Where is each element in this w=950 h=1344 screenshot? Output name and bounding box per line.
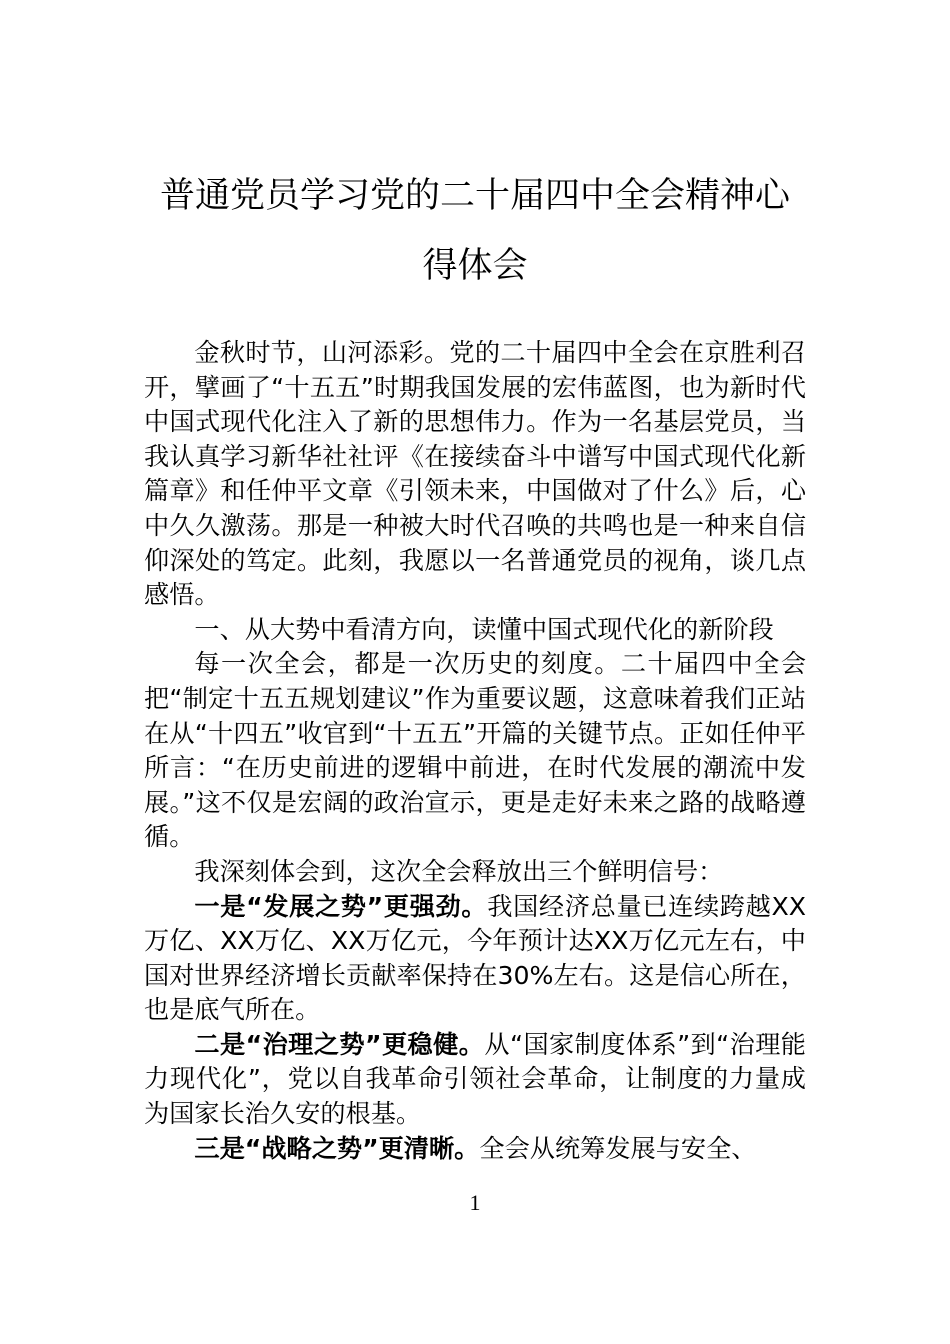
signal-paragraph-3 (144, 1132, 806, 1167)
signal-paragraph-1 (144, 890, 806, 1028)
page-number: 1 (469, 1190, 481, 1215)
document-title-line-1: 普通党员学习党的二十届四中全会精神心 (159, 176, 790, 216)
document-body (144, 336, 806, 1166)
paragraph-plenum-milestone: 每一次全会，都是一次历史的刻度。二十届四中全会把“制定十五五规划建议”作为重要议题，这意味着我们正站在从“十四五”收官到“十五五”开篇的关键节点。正如任仲平所言：“在历史前进的逻辑中前进，在时代发展的潮流中发展。”这不仅是宏阔的政治宣示，更是走好未来之路的战略遵循。 (144, 649, 806, 852)
signal-lead-2: 二是“治理之势”更稳健。 (194, 1029, 485, 1059)
paragraph-three-signals: 我深刻体会到，这次全会释放出三个鲜明信号： (194, 856, 724, 886)
paragraph-intro: 金秋时节，山河添彩。党的二十届四中全会在京胜利召开，擘画了“十五五”时期我国发展的宏伟蓝图，也为新时代中国式现代化注入了新的思想伟力。作为一名基层党员，当我认真学习新华社社评《在接续奋斗中谱写中国式现代化新篇章》和任仲平文章《引领未来，中国做对了什么》后，心中久久激荡。那是一种被大时代召唤的共鸣也是一种来自信仰深处的笃定。此刻，我愿以一名普通党员的视角，谈几点感悟。 (144, 338, 806, 610)
section-heading-1: 一、从大势中看清方向，读懂中国式现代化的新阶段 (194, 614, 774, 644)
signal-text-3: 全会从统筹发展与安全、 (479, 1133, 757, 1163)
signal-text-1: 我国经济总量已连续跨越XX万亿、XX万亿、XX万亿元，今年预计达XX万亿元左右，中国对世界经济增长贡献率保持在30%左右。这是信心所在，也是底气所在。 (144, 891, 807, 1025)
signal-paragraph-2 (144, 1028, 806, 1132)
signal-lead-3: 三是“战略之势”更清晰。 (194, 1133, 480, 1163)
signal-lead-1: 一是“发展之势”更强劲。 (194, 891, 488, 921)
signal-text-2: 从“国家制度体系”到“治理能力现代化”，党以自我革命引领社会革命，让制度的力量成为国家长治久安的根基。 (144, 1029, 806, 1129)
document-title-line-2: 得体会 (422, 246, 528, 286)
